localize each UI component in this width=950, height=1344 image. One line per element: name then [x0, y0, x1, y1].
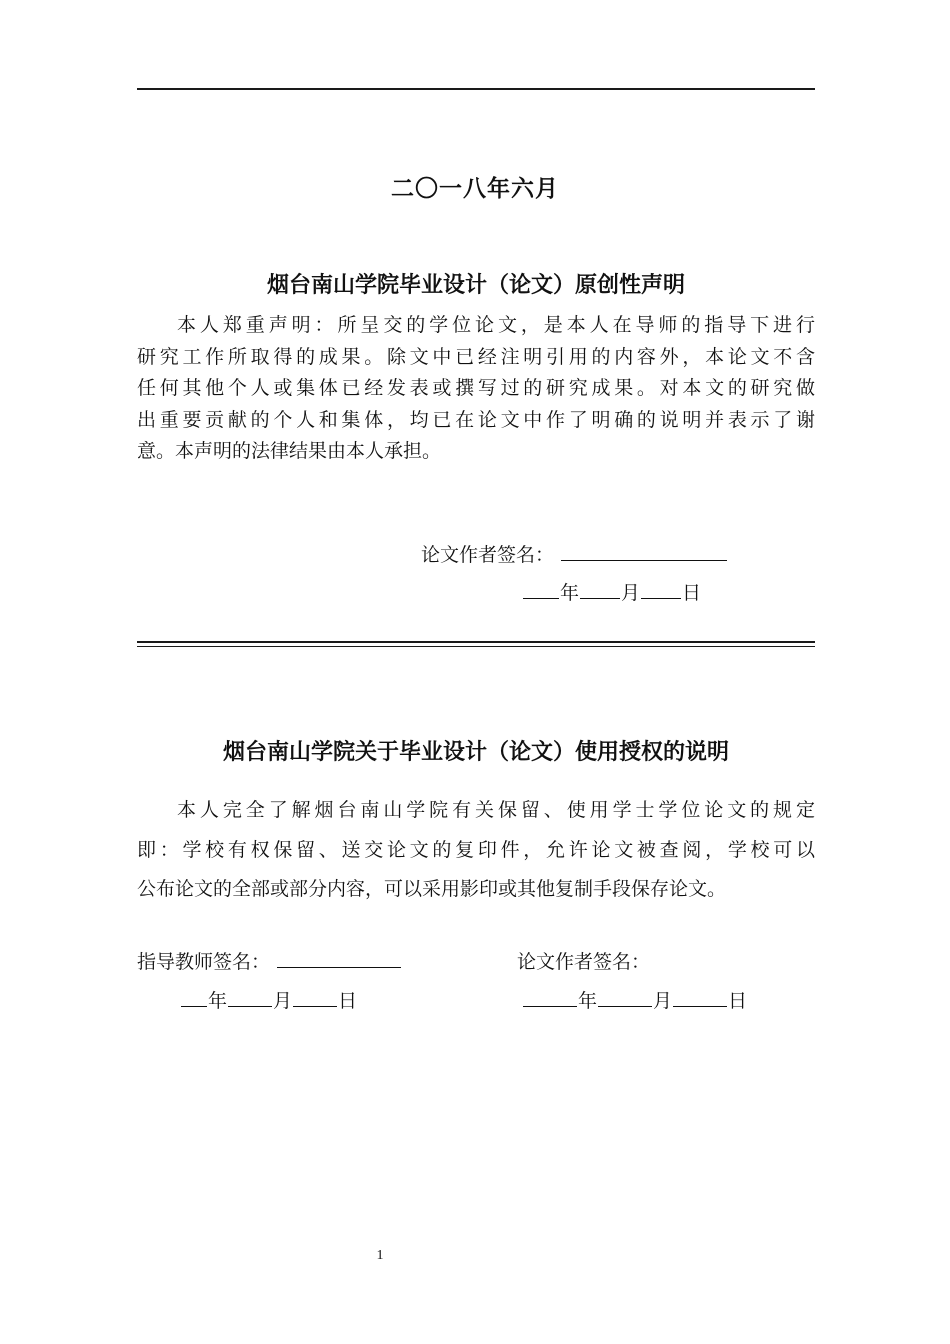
declaration-title: 烟台南山学院毕业设计（论文）原创性声明 — [266, 273, 685, 298]
advisor-signature — [137, 947, 402, 974]
day-label: 日 — [728, 990, 748, 1012]
authorization-line: 公布论文的全部或部分内容，可以采用影印或其他复制手段保存论文。 — [137, 878, 727, 900]
year-blank[interactable] — [523, 597, 559, 599]
declaration-line: 本人郑重声明：所呈交的学位论文，是本人在导师的指导下进行 — [177, 314, 815, 336]
declaration-line: 出重要贡献的个人和集体，均已在论文中作了明确的说明并表示了谢 — [137, 408, 815, 431]
year-label: 年 — [560, 582, 580, 604]
author-date — [522, 986, 747, 1013]
authorization-line: 本人完全了解烟台南山学院有关保留、使用学士学位论文的规定 — [177, 799, 815, 821]
day-blank[interactable] — [673, 1005, 727, 1007]
declaration-body — [137, 310, 815, 468]
cover-date: 二〇一八年六月 — [391, 176, 559, 202]
section-divider — [137, 641, 815, 647]
month-blank[interactable] — [598, 1005, 652, 1007]
day-label: 日 — [338, 990, 358, 1012]
declaration-author-signature — [421, 540, 728, 567]
day-label: 日 — [682, 582, 702, 604]
year-blank[interactable] — [523, 1005, 577, 1007]
authorization-body — [137, 791, 815, 910]
declaration-line: 研究工作所取得的成果。除文中已经注明引用的内容外，本论文不含 — [137, 345, 815, 368]
day-blank[interactable] — [641, 597, 681, 599]
month-label: 月 — [273, 990, 293, 1012]
declaration-line: 意。本声明的法律结果由本人承担。 — [137, 440, 442, 462]
advisor-date — [180, 986, 357, 1013]
year-label: 年 — [578, 990, 598, 1012]
month-label: 月 — [621, 582, 641, 604]
author-signature-line[interactable] — [561, 559, 727, 561]
month-blank[interactable] — [228, 1005, 272, 1007]
year-label: 年 — [208, 990, 228, 1012]
authorization-author-signature — [517, 947, 650, 974]
authorization-title: 烟台南山学院关于毕业设计（论文）使用授权的说明 — [222, 740, 729, 765]
month-blank[interactable] — [580, 597, 620, 599]
authorization-line: 即：学校有权保留、送交论文的复印件，允许论文被查阅，学校可以 — [137, 838, 815, 861]
advisor-signature-label: 指导教师签名： — [137, 951, 271, 973]
declaration-date — [522, 578, 701, 605]
year-blank[interactable] — [181, 1005, 207, 1007]
advisor-signature-line[interactable] — [277, 966, 401, 968]
declaration-line: 任何其他个人或集体已经发表或撰写过的研究成果。对本文的研究做 — [137, 377, 815, 399]
author-signature-label: 论文作者签名： — [421, 544, 555, 566]
page-number: 1 — [376, 1248, 384, 1263]
author-signature-label: 论文作者签名： — [517, 951, 651, 973]
day-blank[interactable] — [293, 1005, 337, 1007]
top-rule — [137, 88, 815, 90]
month-label: 月 — [653, 990, 673, 1012]
